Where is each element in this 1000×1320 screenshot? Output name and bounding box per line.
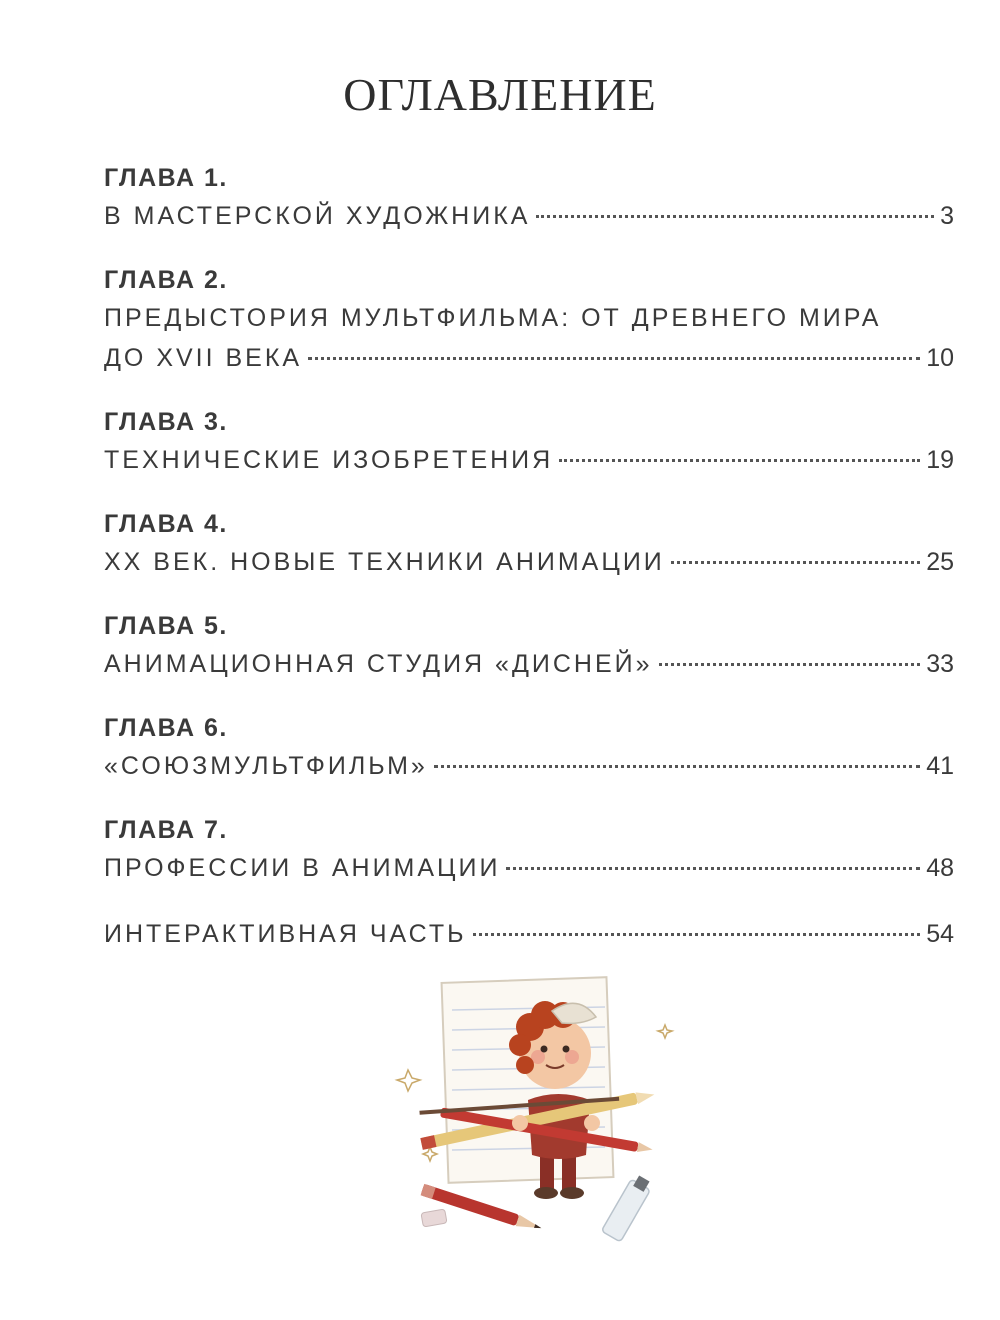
page-number: 10 (926, 344, 954, 372)
dot-leader (559, 459, 920, 462)
dot-leader (473, 933, 921, 936)
toc-chapter-7[interactable] (104, 812, 954, 888)
chapter-entry (104, 914, 954, 954)
chapter-label: ГЛАВА 7. (104, 816, 228, 844)
chapter-title: «СОЮЗМУЛЬТФИЛЬМ» (104, 752, 428, 780)
chapter-entry (104, 644, 954, 684)
page-number: 33 (926, 650, 954, 678)
chapter-entry (104, 196, 954, 236)
toc-chapter-5[interactable] (104, 608, 954, 684)
dot-leader (671, 561, 920, 564)
page-number: 25 (926, 548, 954, 576)
chapter-label: ГЛАВА 2. (104, 266, 228, 294)
toc-interactive-part[interactable] (104, 914, 954, 954)
dot-leader (536, 215, 934, 218)
chapter-entry (104, 338, 954, 378)
chapter-title: ИНТЕРАКТИВНАЯ ЧАСТЬ (104, 920, 467, 948)
chapter-title: XX ВЕК. НОВЫЕ ТЕХНИКИ АНИМАЦИИ (104, 548, 665, 576)
toc-chapter-6[interactable] (104, 710, 954, 786)
page-number: 41 (926, 752, 954, 780)
chapter-title: ПРОФЕССИИ В АНИМАЦИИ (104, 854, 501, 882)
dot-leader (659, 663, 921, 666)
toc-chapter-4[interactable] (104, 506, 954, 582)
dot-leader (308, 357, 920, 360)
chapter-label: ГЛАВА 3. (104, 408, 228, 436)
chapter-label: ГЛАВА 6. (104, 714, 228, 742)
chapter-title: В МАСТЕРСКОЙ ХУДОЖНИКА (104, 202, 531, 230)
chapter-label: ГЛАВА 4. (104, 510, 228, 538)
page-number: 48 (926, 854, 954, 882)
toc-chapter-3[interactable] (104, 404, 954, 480)
toc-chapter-2[interactable] (104, 262, 954, 378)
table-of-contents (104, 160, 954, 980)
page-title: ОГЛАВЛЕНИЕ (343, 69, 657, 120)
chapter-entry (104, 542, 954, 582)
chapter-label: ГЛАВА 1. (104, 164, 228, 192)
dot-leader (434, 765, 920, 768)
dot-leader (506, 867, 920, 870)
toc-chapter-1[interactable] (104, 160, 954, 236)
chapter-title: АНИМАЦИОННАЯ СТУДИЯ «ДИСНЕЙ» (104, 650, 653, 678)
chapter-entry (104, 746, 954, 786)
chapter-entry (104, 848, 954, 888)
chapter-title: ТЕХНИЧЕСКИЕ ИЗОБРЕТЕНИЯ (104, 446, 554, 474)
chapter-entry (104, 440, 954, 480)
page-number: 3 (940, 202, 954, 230)
chapter-title-line: ПРЕДЫСТОРИЯ МУЛЬТФИЛЬМА: ОТ ДРЕВНЕГО МИРА (104, 304, 882, 332)
page-number: 19 (926, 446, 954, 474)
chapter-title: ДО XVII ВЕКА (104, 344, 303, 372)
chapter-label: ГЛАВА 5. (104, 612, 228, 640)
boy-with-pencils-illustration (380, 965, 680, 1265)
page-number: 54 (926, 920, 954, 948)
